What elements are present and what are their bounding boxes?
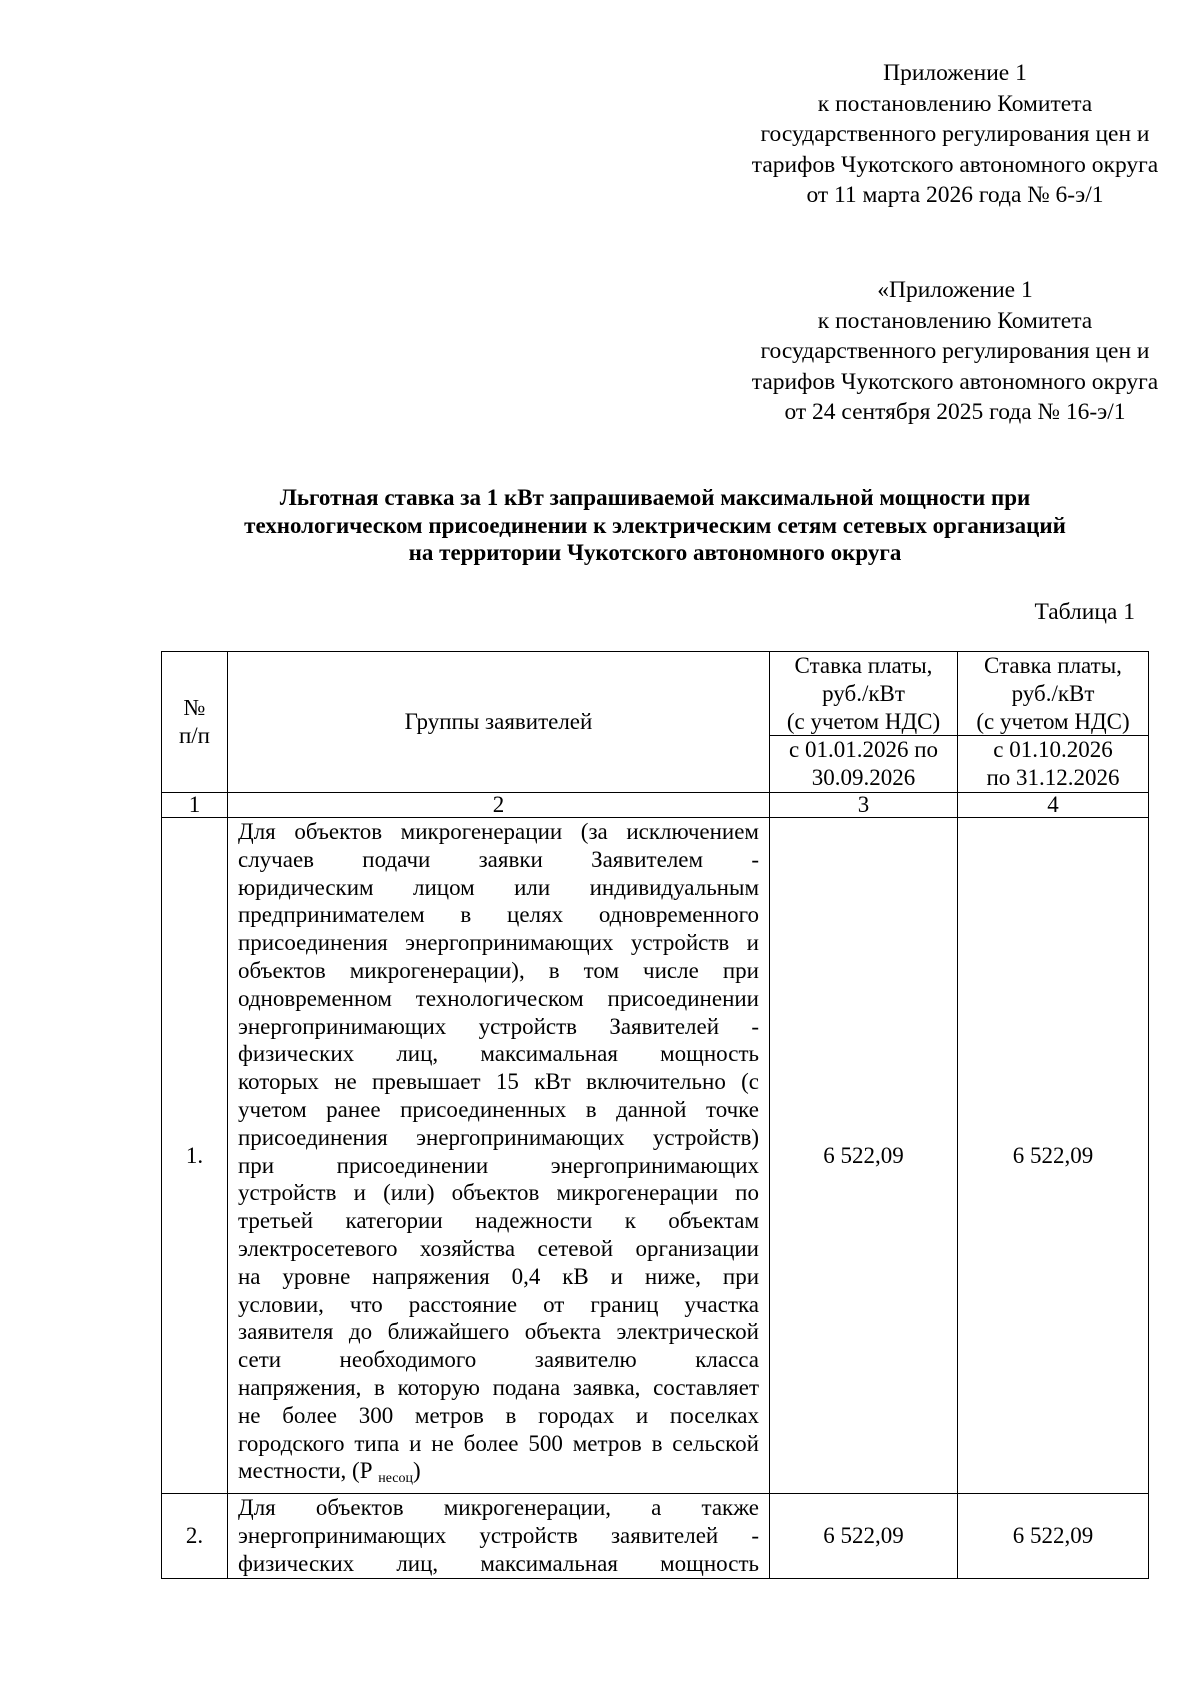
description-line: физических лиц, максимальная мощность [238,1041,759,1067]
header-number-line: № [183,695,206,721]
row-description [228,1494,770,1579]
description-line: сети необходимого заявителю класса [238,1347,759,1373]
appendix-line: от 24 сентября 2025 года № 16-э/1 [784,399,1126,425]
description-line: Для объектов микрогенерации (за исключением [238,818,759,844]
column-number: 3 [770,792,958,817]
header-rate-line: Ставка платы, [984,653,1122,678]
header-group: Группы заявителей [228,652,770,793]
description-line: присоединения энергопринимающих устройств и [238,930,759,956]
appendix-line: государственного регулирования цен и [760,338,1150,364]
description-line: случаев подачи заявки Заявителем - [238,846,759,872]
description-line: заявителя до ближайшего объекта электрической [238,1319,759,1345]
title-line: технологическом присоединении к электрическим сетям сетевых организаций [244,512,1066,538]
description-line: условии, что расстояние от границ участка [238,1291,759,1317]
column-number: 1 [162,792,228,817]
description-text: ) [413,1458,421,1484]
description-last-line [238,1457,759,1493]
title-line: Льготная ставка за 1 кВт запрашиваемой максимальной мощности при [279,485,1031,510]
appendix-header-current [690,58,1200,211]
header-rate-line: (с учетом НДС) [786,708,941,734]
column-number-row [162,792,1149,817]
document-title [160,484,1150,567]
header-period-line: 30.09.2026 [811,765,916,791]
header-rate-2 [958,652,1149,736]
appendix-line: к постановлению Комитета [817,90,1093,117]
header-number [162,652,228,793]
description-line: энергопринимающих устройств Заявителей - [238,1013,759,1039]
description-line: энергопринимающих устройств заявителей - [238,1522,759,1548]
description-line: физических лиц, максимальная мощность [238,1550,759,1576]
description-line: устройств и (или) объектов микрогенерации по [238,1180,759,1206]
appendix-line: к постановлению Комитета [817,307,1093,334]
description-line: не более 300 метров в городах и поселках [238,1402,759,1428]
rate-value: 6 522,09 [958,1494,1149,1579]
column-number: 4 [958,792,1149,817]
table-caption: Таблица 1 [1034,599,1135,625]
description-line: Для объектов микрогенерации, а также [238,1495,759,1521]
row-number: 2. [162,1494,228,1579]
table-row [162,1494,1149,1579]
header-period-1 [770,736,958,793]
description-line: электросетевого хозяйства сетевой организации [238,1235,759,1261]
appendix-line: Приложение 1 [883,60,1027,86]
description-line: третьей категории надежности к объектам [238,1208,759,1234]
rate-value: 6 522,09 [770,817,958,1493]
description-line: предпринимателем в целях одновременного [238,902,759,928]
rate-value: 6 522,09 [770,1494,958,1579]
description-line: которых не превышает 15 кВт включительно (с [238,1069,759,1095]
header-rate-1 [770,652,958,736]
description-line: присоединения энергопринимающих устройств) [238,1124,759,1150]
description-line: при присоединении энергопринимающих [238,1152,759,1178]
description-line: на уровне напряжения 0,4 кВ и ниже, при [238,1263,759,1289]
appendix-line: тарифов Чукотского автономного округа [751,368,1159,395]
appendix-line: государственного регулирования цен и [760,121,1150,147]
description-line: городского типа и не более 500 метров в сельской [238,1430,759,1456]
header-rate-line: Ставка платы, [794,653,933,678]
description-line: объектов микрогенерации), в том числе при [238,957,759,983]
appendix-line: тарифов Чукотского автономного округа [751,151,1159,178]
column-number: 2 [228,792,770,817]
power-subscript: несоц [378,1471,414,1487]
description-line: учетом ранее присоединенных в данной точке [238,1096,759,1122]
appendix-header-previous [690,275,1200,428]
description-clip [238,1494,759,1578]
header-period-line: с 01.10.2026 [993,737,1113,763]
description-text: местности, (Р [238,1458,379,1484]
appendix-line: «Приложение 1 [877,277,1033,303]
rate-value: 6 522,09 [958,817,1149,1493]
description-line: одновременном технологическом присоединении [238,985,759,1011]
description-line: юридическим лицом или индивидуальным [238,874,759,900]
header-number-line: п/п [178,722,210,748]
header-period-2 [958,736,1149,793]
header-rate-line: руб./кВт [822,680,905,706]
header-rate-line: (с учетом НДС) [976,708,1130,734]
header-period-line: с 01.01.2026 по [788,737,939,763]
table-header-row [162,652,1149,736]
row-description [228,817,770,1493]
header-rate-line: руб./кВт [1011,680,1095,706]
table-row [162,817,1149,1493]
row-number: 1. [162,817,228,1493]
appendix-line: от 11 марта 2026 года № 6-э/1 [806,182,1104,208]
description-line: напряжения, в которую подана заявка, составляет [238,1374,759,1400]
header-period-line: по 31.12.2026 [986,765,1120,791]
title-line: на территории Чукотского автономного округа [408,540,902,565]
tariff-table [161,651,1149,1579]
